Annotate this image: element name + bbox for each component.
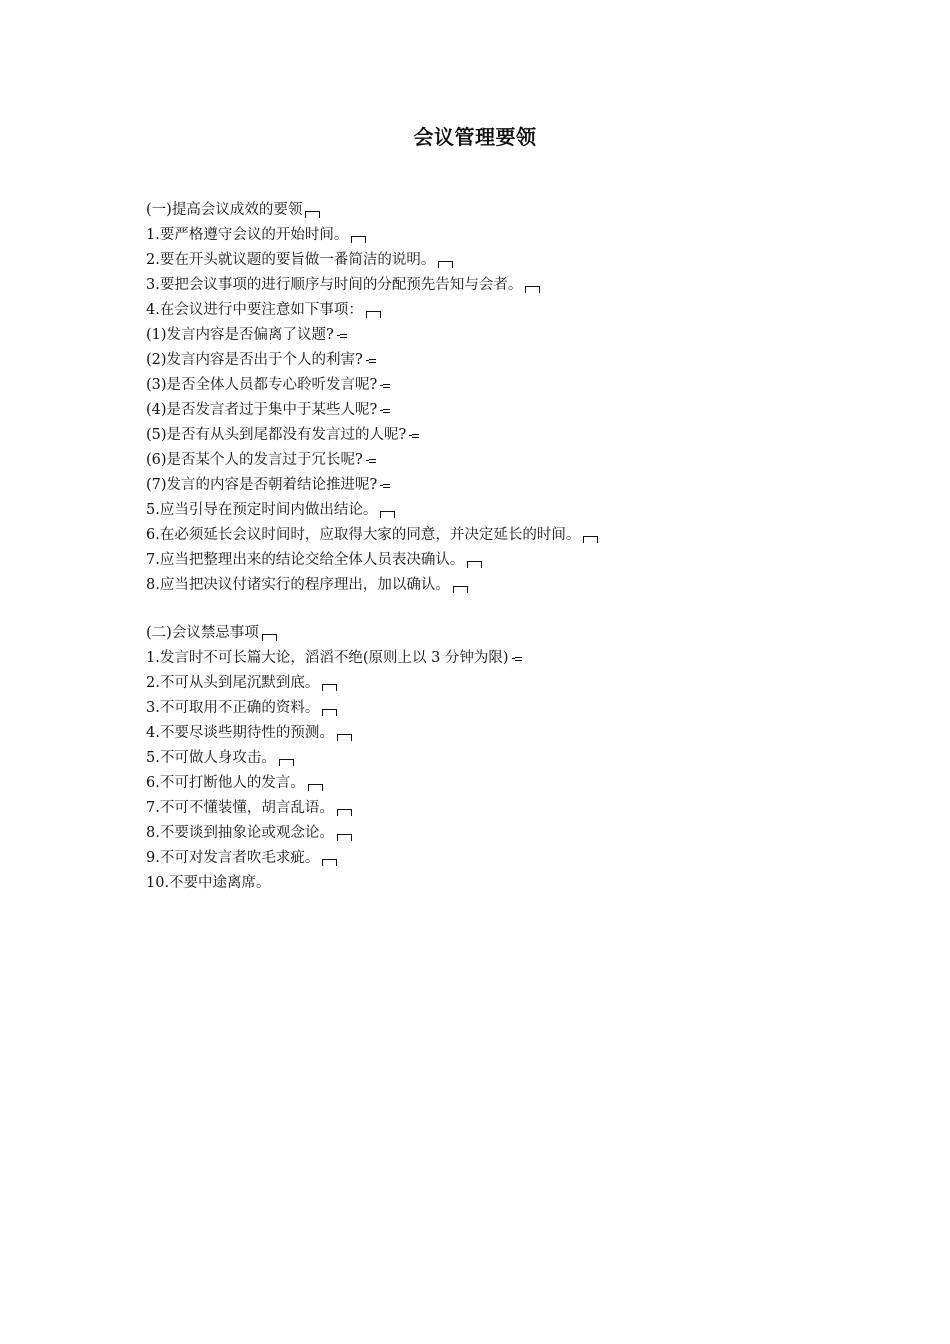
- list-item: 3.不可取用不正确的资料。: [146, 696, 846, 721]
- list-item: (3)是否全体人员都专心聆听发言呢?: [146, 373, 846, 398]
- list-item: 4.不要尽谈些期待性的预测。: [146, 721, 846, 746]
- list-item: 2.要在开头就议题的要旨做一番简洁的说明。: [146, 248, 846, 273]
- list-item: 9.不可对发言者吹毛求疵。: [146, 846, 846, 871]
- paragraph-mark-icon: [467, 561, 482, 568]
- line-break-mark-icon: [409, 432, 420, 440]
- list-item: (4)是否发言者过于集中于某些人呢?: [146, 398, 846, 423]
- list-item: 6.在必须延长会议时间时，应取得大家的同意，并决定延长的时间。: [146, 523, 846, 548]
- list-item: 1.发言时不可长篇大论，滔滔不绝(原则上以 3 分钟为限): [146, 646, 846, 671]
- section-meeting-taboos: [146, 621, 846, 896]
- line-break-mark-icon: [366, 357, 377, 365]
- paragraph-mark-icon: [583, 536, 598, 543]
- section-heading: (二)会议禁忌事项: [146, 621, 846, 646]
- section-meeting-effectiveness: [146, 198, 846, 598]
- list-item: 7.应当把整理出来的结论交给全体人员表决确认。: [146, 548, 846, 573]
- paragraph-mark-icon: [525, 286, 540, 293]
- paragraph-mark-icon: [453, 586, 468, 593]
- line-break-mark-icon: [512, 655, 523, 663]
- list-item: (7)发言的内容是否朝着结论推进呢?: [146, 473, 846, 498]
- list-item: 7.不可不懂装懂，胡言乱语。: [146, 796, 846, 821]
- line-break-mark-icon: [337, 332, 348, 340]
- paragraph-mark-icon: [438, 261, 453, 268]
- paragraph-mark-icon: [305, 211, 320, 218]
- document-title: 会议管理要领: [413, 125, 537, 149]
- paragraph-mark-icon: [322, 684, 337, 691]
- list-item: 10.不要中途离席。: [146, 875, 271, 891]
- list-item: 8.不要谈到抽象论或观念论。: [146, 821, 846, 846]
- list-item: (6)是否某个人的发言过于冗长呢?: [146, 448, 846, 473]
- paragraph-mark-icon: [337, 809, 352, 816]
- paragraph-mark-icon: [337, 734, 352, 741]
- paragraph-mark-icon: [337, 834, 352, 841]
- list-item: (2)发言内容是否出于个人的利害?: [146, 348, 846, 373]
- list-item: 3.要把会议事项的进行顺序与时间的分配预先告知与会者。: [146, 273, 846, 298]
- list-item: 4.在会议进行中要注意如下事项：: [146, 298, 846, 323]
- list-item: 1.要严格遵守会议的开始时间。: [146, 223, 846, 248]
- paragraph-mark-icon: [380, 511, 395, 518]
- paragraph-mark-icon: [322, 859, 337, 866]
- list-item: 5.应当引导在预定时间内做出结论。: [146, 498, 846, 523]
- paragraph-mark-icon: [279, 759, 294, 766]
- paragraph-mark-icon: [308, 784, 323, 791]
- list-item: 2.不可从头到尾沉默到底。: [146, 671, 846, 696]
- line-break-mark-icon: [366, 457, 377, 465]
- paragraph-mark-icon: [322, 709, 337, 716]
- list-item: (1)发言内容是否偏离了议题?: [146, 323, 846, 348]
- paragraph-mark-icon: [351, 236, 366, 243]
- line-break-mark-icon: [380, 482, 391, 490]
- list-item: 6.不可打断他人的发言。: [146, 771, 846, 796]
- line-break-mark-icon: [380, 407, 391, 415]
- section-heading: (一)提高会议成效的要领: [146, 198, 846, 223]
- list-item: (5)是否有从头到尾都没有发言过的人呢?: [146, 423, 846, 448]
- list-item: 8.应当把决议付诸实行的程序理出，加以确认。: [146, 573, 846, 598]
- list-item: 5.不可做人身攻击。: [146, 746, 846, 771]
- paragraph-mark-icon: [262, 634, 277, 641]
- line-break-mark-icon: [380, 382, 391, 390]
- paragraph-mark-icon: [366, 311, 381, 318]
